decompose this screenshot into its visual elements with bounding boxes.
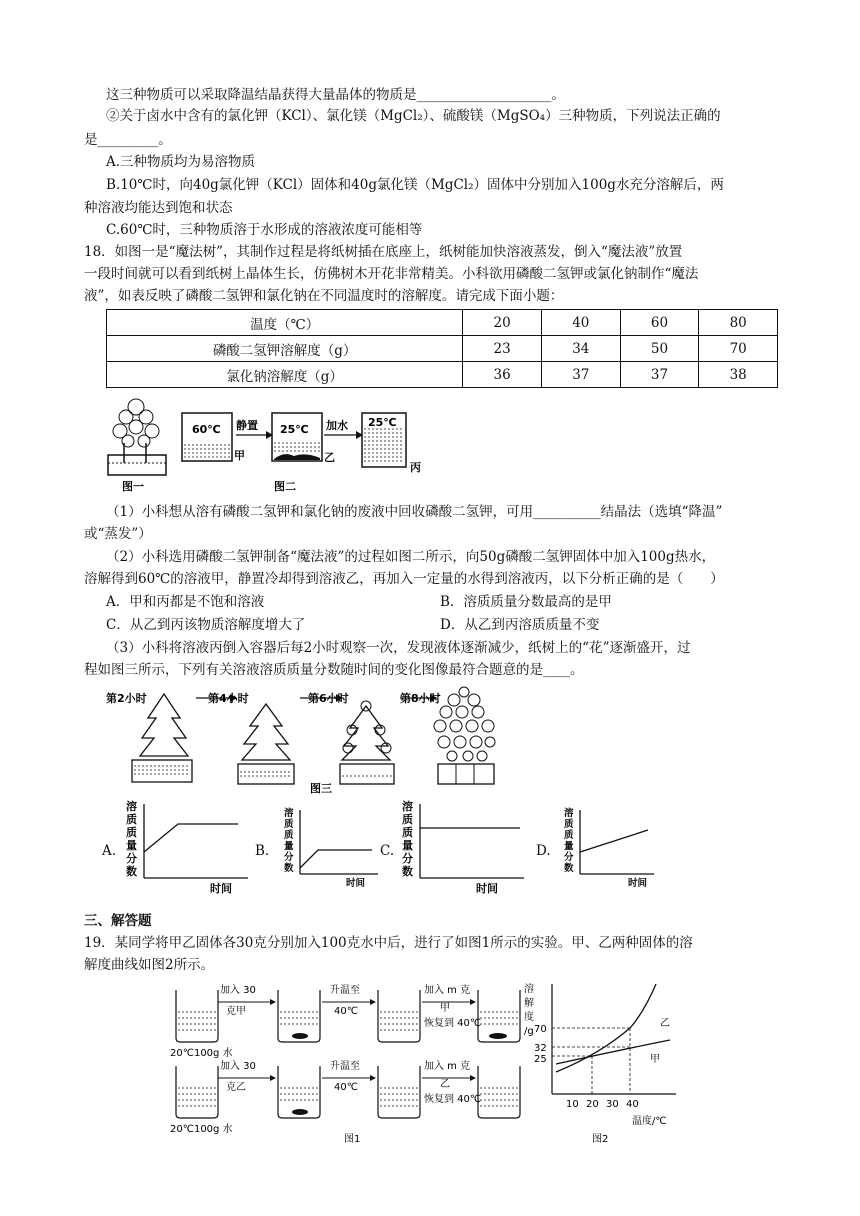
experiment-figure [170,980,540,1144]
table-cell: 40 [541,310,620,336]
figure-caption: 图三 [310,782,332,794]
axis-label-char: 解 [524,998,534,1009]
subquestion-1: （1）小科想从溶有磷酸二氢钾和氯化钠的废液中回收磷酸二氢钾，可用__________结晶法（选填“降温” [106,504,723,520]
time-label: 第2小时 [106,692,147,705]
option-letter: B. [255,843,270,859]
axis-label: 时间 [210,882,232,895]
step-label: 克乙 [226,1082,246,1093]
subquestion-3: （3）小科将溶液丙倒入容器后每2小时观察一次，发现液体逐渐减少，纸树上的“花”逐渐盛开，过 [106,640,691,656]
tick-label: 40 [626,1099,639,1110]
graph-option-b [282,806,382,890]
axis-label-char: 分 [402,852,413,865]
axis-label-char: 质 [402,813,413,826]
subquestion-1: 或“蒸发”） [84,526,152,542]
table-row [107,362,778,388]
axis-label-char: 质 [284,819,294,830]
step-label: 加入 30 [220,985,256,996]
step-label: 加入 30 [220,1061,256,1072]
curve-label: 甲 [650,1054,660,1065]
table-row [107,310,778,336]
question-18: 18．如图一是“魔法树”，其制作过程是将纸树插在底座上，纸树能加快溶液蒸发，倒入“魔法液”放置 [84,244,683,260]
solubility-table [106,309,778,388]
table-cell: 温度（℃） [107,310,463,336]
temperature-label: 25℃ [280,423,309,436]
axis-label-char: 质 [126,826,137,839]
step-label: 静置 [236,419,258,432]
step-label: 加水 [326,419,348,432]
option-text: C．从乙到丙该物质溶解度增大了 [106,617,306,633]
table-cell: 38 [699,362,778,388]
axis-label-char: 质 [402,826,413,839]
table-cell: 80 [699,310,778,336]
tick-label: 25 [534,1054,547,1065]
section-heading: 三、解答题 [84,913,152,929]
tick-label: 20 [586,1099,599,1110]
option-letter: D. [536,843,551,859]
magic-tree-figure [100,393,440,493]
table-row [107,336,778,362]
axis-label-char: 数 [284,863,294,874]
axis-label-char: 度 [524,1012,534,1023]
step-label: 加入 m 克 [424,985,471,996]
step-label: 克甲 [226,1006,246,1017]
step-label: 甲 [440,1003,450,1014]
option-letter: C. [380,843,395,859]
figure-caption: 图1 [344,1134,361,1144]
table-cell: 60 [620,310,699,336]
time-label: 第8小时 [400,692,441,705]
axis-label-char: 量 [284,841,294,852]
crystal-tree-illustration [108,399,166,475]
axis-label: 时间 [476,882,498,895]
axis-label: 温度/℃ [632,1116,667,1127]
curve-label: 乙 [660,1018,670,1029]
figure-caption: 图2 [592,1134,609,1144]
question-18: 液”，如表反映了磷酸二氢钾和氯化钠在不同温度时的溶解度。请完成下面小题： [84,288,564,304]
axis-label-char: 分 [564,852,574,863]
solution-label: 甲 [234,449,245,462]
table-cell: 36 [463,362,542,388]
axis-label-char: 数 [126,865,137,878]
figure-caption: 图一 [122,480,144,493]
step-label: 恢复到 40℃ [424,1094,482,1105]
beaker-label: 20℃100g 水 [170,1048,233,1059]
axis-label-char: /g [524,1026,534,1037]
graph-option-c [400,800,528,896]
tick-label: 10 [566,1099,579,1110]
subquestion-2: 溶解得到60℃的溶液甲，静置冷却得到溶液乙，再加入一定量的水得到溶液丙，以下分析正确的是（ ） [84,571,724,587]
axis-label: 时间 [346,878,366,889]
tick-label: 70 [534,1024,547,1035]
tick-label: 32 [534,1043,547,1054]
step-label: 40℃ [334,1082,358,1093]
axis-label-char: 溶 [564,808,574,819]
axis-label-char: 溶 [284,808,294,819]
text-line: 是_________。 [84,132,172,148]
step-label: 加入 m 克 [424,1061,471,1072]
option-text: B.10℃时，向40g氯化钾（KCl）固体和40g氯化镁（MgCl₂）固体中分别加入100g水充分溶解后，两 [106,177,724,193]
table-cell: 磷酸二氢钾溶解度（g） [107,336,463,362]
table-cell: 23 [463,336,542,362]
axis-label-char: 溶 [524,984,534,995]
solution-label: 丙 [410,461,421,474]
question-18: 一段时间就可以看到纸树上晶体生长，仿佛树木开花非常精美。小科欲用磷酸二氢钾或氯化钠制作“魔法 [84,266,699,282]
figure-three [100,686,520,794]
step-label: 乙 [440,1079,450,1090]
table-cell: 70 [699,336,778,362]
option-text: D．从乙到丙溶质质量不变 [440,617,600,633]
text-line: 这三种物质可以采取降温结晶获得大量晶体的物质是____________________。 [106,87,565,103]
axis-label-char: 量 [126,839,137,852]
option-text: A.三种物质均为易溶物质 [106,154,256,170]
beaker-label: 20℃100g 水 [170,1124,233,1135]
time-label: 第4小时 [208,692,249,705]
figure-caption: 图二 [274,480,296,493]
subquestion-2: （2）小科选用磷酸二氢钾制备“魔法液”的过程如图二所示，向50g磷酸二氢钾固体中加入100g热水， [106,549,716,565]
option-text: 种溶液均能达到饱和状态 [84,200,233,216]
option-text: B．溶质质量分数最高的是甲 [440,594,612,610]
axis-label-char: 数 [402,865,413,878]
axis-label-char: 溶 [402,800,413,813]
table-cell: 37 [620,362,699,388]
question-19: 解度曲线如图2所示。 [84,957,215,973]
temperature-label: 60℃ [192,423,221,436]
axis-label-char: 质 [564,830,574,841]
step-label: 恢复到 40℃ [424,1018,482,1029]
option-letter: A. [102,843,117,859]
question-19: 19．某同学将甲乙固体各30克分别加入100克水中后，进行了如图1所示的实验。甲、乙两种固体的溶 [84,935,693,951]
axis-label-char: 质 [126,813,137,826]
time-label: 第6小时 [308,692,349,705]
table-cell: 50 [620,336,699,362]
table-cell: 37 [541,362,620,388]
graph-option-a [124,800,252,896]
subquestion-3: 程如图三所示，下列有关溶液溶质质量分数随时间的变化图像最符合题意的是____。 [84,662,584,678]
axis-label-char: 量 [402,839,413,852]
tick-label: 30 [606,1099,619,1110]
solubility-curve-figure [520,980,700,1144]
axis-label-char: 量 [564,841,574,852]
temperature-label: 25℃ [368,416,397,429]
step-label: 升温至 [330,1061,360,1072]
table-cell: 34 [541,336,620,362]
option-text: C.60℃时，三种物质溶于水形成的溶液浓度可能相等 [106,222,423,238]
text-line: ②关于卤水中含有的氯化钾（KCl）、氯化镁（MgCl₂）、硫酸镁（MgSO₄）三种物质，下列说法正确的 [106,108,721,124]
axis-label-char: 数 [564,863,574,874]
axis-label: 时间 [628,878,648,889]
option-text: A．甲和丙都是不饱和溶液 [106,594,265,610]
axis-label-char: 分 [284,852,294,863]
axis-label-char: 溶 [126,800,137,813]
graph-option-d [562,806,658,890]
axis-label-char: 质 [564,819,574,830]
axis-label-char: 分 [126,852,137,865]
axis-label-char: 质 [284,830,294,841]
table-cell: 20 [463,310,542,336]
step-label: 升温至 [330,985,360,996]
table-cell: 氯化钠溶解度（g） [107,362,463,388]
step-label: 40℃ [334,1006,358,1017]
solution-label: 乙 [324,451,335,464]
